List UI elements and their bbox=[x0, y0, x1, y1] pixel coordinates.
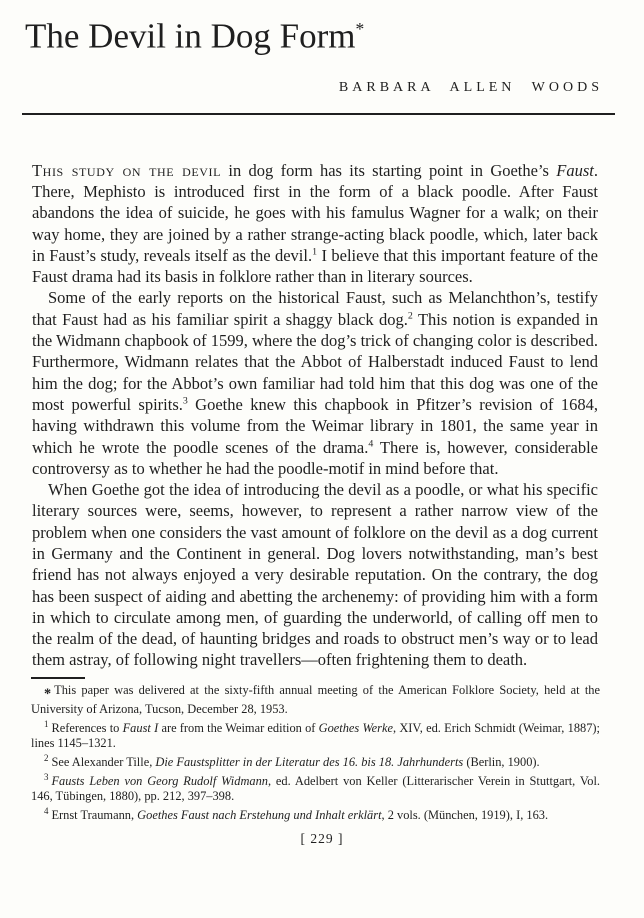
footnotes bbox=[31, 683, 600, 824]
footnote-text: References to Faust I are from the Weimar edition of Goethes Werke, XIV, ed. Erich Schmidt (Weimar, 1887); lines 1145–1321. bbox=[31, 721, 600, 751]
title-asterisk: * bbox=[355, 19, 365, 39]
article-body bbox=[32, 160, 598, 671]
footnote-marker: 4 bbox=[44, 806, 49, 817]
header-rule bbox=[22, 113, 615, 115]
article-title bbox=[25, 10, 644, 56]
footnote-text: See Alexander Tille, Die Faustsplitter in der Literatur des 16. bis 18. Jahrhunderts (Berlin, 1900). bbox=[51, 755, 540, 770]
page-number: [ 229 ] bbox=[300, 830, 344, 846]
footnote-2 bbox=[31, 751, 600, 770]
footnote-4 bbox=[31, 804, 600, 823]
author-byline: BARBARA ALLEN WOODS bbox=[338, 79, 603, 95]
article-title-text: The Devil in Dog Form bbox=[25, 16, 356, 56]
footnote-marker: 1 bbox=[44, 719, 49, 730]
footnote-marker: 2 bbox=[44, 753, 49, 764]
footnote-text: Ernst Traumann, Goethes Faust nach Erstehung und Inhalt erklärt, 2 vols. (München, 1919), I, 163. bbox=[51, 808, 549, 823]
footnote-star bbox=[31, 683, 600, 717]
body-paragraph-3: When Goethe got the idea of introducing the devil as a poodle, or what his specific literary sources were, seems, however, to represent a rather narrow view of the problem when one considers the vast amount of folklore on the devil as a dog current in Germany and the Continent in general. Dog lovers notwithstanding, man’s best friend has not always enjoyed a very desirable reputation. On the contrary, the dog has been suspect of aiding and abetting the archenemy: of providing him with a form in which to circulate among men, of guarding the underworld, of calling off men to the realm of the dead, of haunting bridges and roads to obstruct men’s way or to lead them astray, of following night travellers—often frightening them to death. bbox=[32, 480, 598, 670]
footnote-3 bbox=[31, 770, 600, 804]
footnote-marker: 3 bbox=[44, 772, 49, 783]
footnote-text: Fausts Leben von Georg Rudolf Widmann, ed. Adelbert von Keller (Litterarischer Verein in Stuttgart, Vol. 146, Tübingen, 1880), pp. 212, 397–398. bbox=[31, 774, 600, 804]
body-paragraph-2: Some of the early reports on the historical Faust, such as Melanchthon’s, testify that Faust had as his familiar spirit a shaggy black dog.$^2$ This notion is expanded in the Widmann chapbook of 1599, where the dog’s trick of changing color is described. Furthermore, Widmann relates that the Abbot of Halberstadt induced Faust to lend him the dog; for the Abbot’s own familiar had told him that this dog was one of the most powerful spirits.$^3$ Goethe knew this chapbook in Pfitzer’s revision of 1684, having withdrawn this volume from the Weimar library in 1801, the same year in which he wrote the poodle scenes of the drama.$^4$ There is, however, considerable controversy as to whether he had the poodle-motif in mind before that. bbox=[32, 288, 599, 478]
footnote-separator bbox=[31, 677, 85, 679]
footnote-text: This paper was delivered at the sixty-fifth annual meeting of the American Folklore Society, held at the University of Arizona, Tucson, December 28, 1953. bbox=[31, 682, 600, 717]
footnote-marker: * bbox=[44, 686, 52, 703]
body-paragraph-1: This study on the devil in dog form has its starting point in Goethe’s Faust. There, Mephisto is introduced first in the form of a black poodle. After Faust abandons the idea of suicide, he goes with his famulus Wagner for a walk; on their way home, they are joined by a rather strange-acting black poodle, which, later back in Faust’s study, reveals itself as the devil.$^1$ I believe that this important feature of the Faust drama had its basis in folklore rather than in literary sources. bbox=[32, 160, 598, 287]
footnote-1 bbox=[31, 717, 600, 751]
